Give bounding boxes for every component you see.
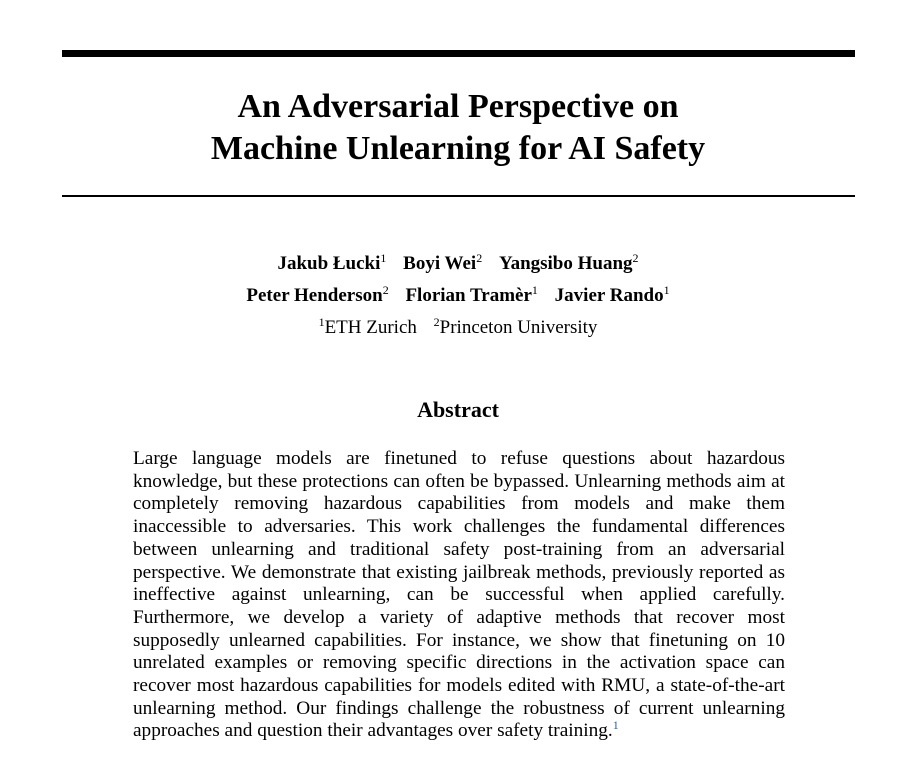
author-name: Jakub Łucki$^1$: [277, 251, 387, 274]
affiliation: $^2$Princeton University: [433, 315, 598, 338]
author-name: Florian Tramèr$^1$: [405, 283, 538, 306]
affiliation: $^1$ETH Zurich: [318, 315, 417, 338]
abstract-heading: Abstract: [417, 397, 499, 422]
abstract-text: Large language models are finetuned to refuse questions about hazardous knowledge, but these protections can often be bypassed. Unlearning methods aim at completely removing hazardous capabilities from models and make them inaccessible to adversaries. This work challenges the fundamental differences between unlearning and traditional safety post-training from an adversarial perspective. We demonstrate that existing jailbreak methods, previously reported as ineffective against unlearning, can be successful when applied carefully. Furthermore, we develop a variety of adaptive methods that recover most supposedly unlearned capabilities. For instance, we show that finetuning on 10 unrelated examples or removing specific directions in the activation space can recover most hazardous capabilities for models edited with RMU, a state-of-the-art unlearning method. Our findings challenge the robustness of current unlearning approaches and question their advantages over safety training.: [133, 448, 785, 742]
title-line-1: An Adversarial Perspective on: [237, 88, 679, 125]
author-name: Peter Henderson$^2$: [246, 283, 389, 306]
footnote-link[interactable]: 1: [612, 718, 619, 733]
author-block: [0, 248, 916, 344]
author-line-1: [0, 248, 916, 280]
author-name: Yangsibo Huang$^2$: [498, 251, 639, 274]
title-bottom-rule: [62, 195, 855, 197]
paper-title: [0, 86, 916, 170]
author-line-2: [0, 280, 916, 312]
affiliations-line: [0, 312, 916, 344]
author-name: Javier Rando$^1$: [554, 283, 670, 306]
title-line-2: Machine Unlearning for AI Safety: [210, 130, 706, 167]
abstract-body: [133, 448, 785, 743]
top-rule: [62, 50, 855, 57]
author-name: Boyi Wei$^2$: [403, 251, 483, 274]
